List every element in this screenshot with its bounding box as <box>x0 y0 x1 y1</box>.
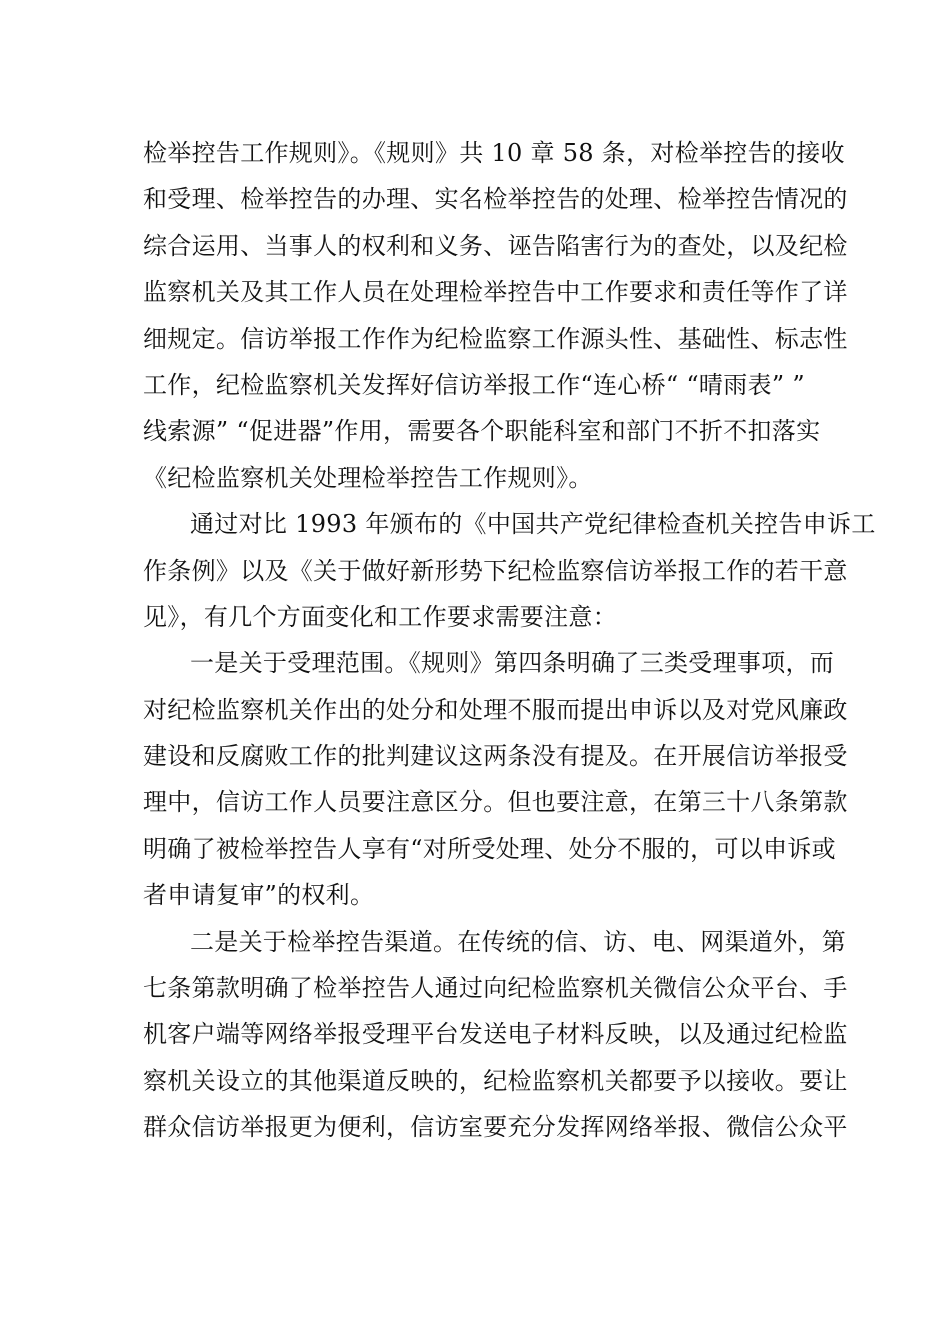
text-line: 者申请复审”的权利。 <box>143 881 375 910</box>
text-line: 察机关设立的其他渠道反映的，纪检监察机关都要予以接收。要让 <box>143 1066 848 1095</box>
text-line: 二是关于检举控告渠道。在传统的信、访、电、网渠道外，第 <box>190 927 847 956</box>
text-line: 监察机关及其工作人员在处理检举控告中工作要求和责任等作了详 <box>143 278 848 307</box>
text-line: 细规定。信访举报工作作为纪检监察工作源头性、基础性、标志性 <box>143 324 848 353</box>
paragraph <box>143 130 848 501</box>
text-line: 作条例》以及《关于做好新形势下纪检监察信访举报工作的若干意 <box>143 556 848 585</box>
text-line: 明确了被检举控告人享有“对所受处理、处分不服的，可以申诉或 <box>143 834 836 863</box>
text-line: 通过对比 1993 年颁布的《中国共产党纪律检查机关控告申诉工 <box>190 510 876 539</box>
text-line: 一是关于受理范围。《规则》第四条明确了三类受理事项，而 <box>190 649 835 678</box>
text-line: 工作，纪检监察机关发挥好信访举报工作“连心桥“ “晴雨表” ” <box>143 370 805 399</box>
document-body <box>143 130 876 1151</box>
text-line: 见》，有几个方面变化和工作要求需要注意： <box>143 602 617 631</box>
text-line: 和受理、检举控告的办理、实名检举控告的处理、检举控告情况的 <box>143 185 848 214</box>
text-line: 对纪检监察机关作出的处分和处理不服而提出申诉以及对党风廉政 <box>143 695 848 724</box>
text-line: 建设和反腐败工作的批判建议这两条没有提及。在开展信访举报受 <box>143 742 848 771</box>
text-line: 《纪检监察机关处理检举控告工作规则》。 <box>143 463 593 492</box>
text-line: 七条第款明确了检举控告人通过向纪检监察机关微信公众平台、手 <box>143 974 848 1003</box>
text-line: 机客户端等网络举报受理平台发送电子材料反映，以及通过纪检监 <box>143 1020 848 1049</box>
paragraph <box>143 640 848 918</box>
text-line: 综合运用、当事人的权利和义务、诬告陷害行为的查处，以及纪检 <box>143 231 848 260</box>
paragraph <box>143 919 848 1151</box>
paragraph <box>143 501 876 640</box>
text-line: 检举控告工作规则》。《规则》共 10 章 58 条，对检举控告的接收 <box>143 139 845 167</box>
text-line: 群众信访举报更为便利，信访室要充分发挥网络举报、微信公众平 <box>143 1113 848 1142</box>
text-line: 线索源” “促进器”作用，需要各个职能科室和部门不折不扣落实 <box>143 417 821 446</box>
text-line: 理中，信访工作人员要注意区分。但也要注意，在第三十八条第款 <box>143 788 848 817</box>
